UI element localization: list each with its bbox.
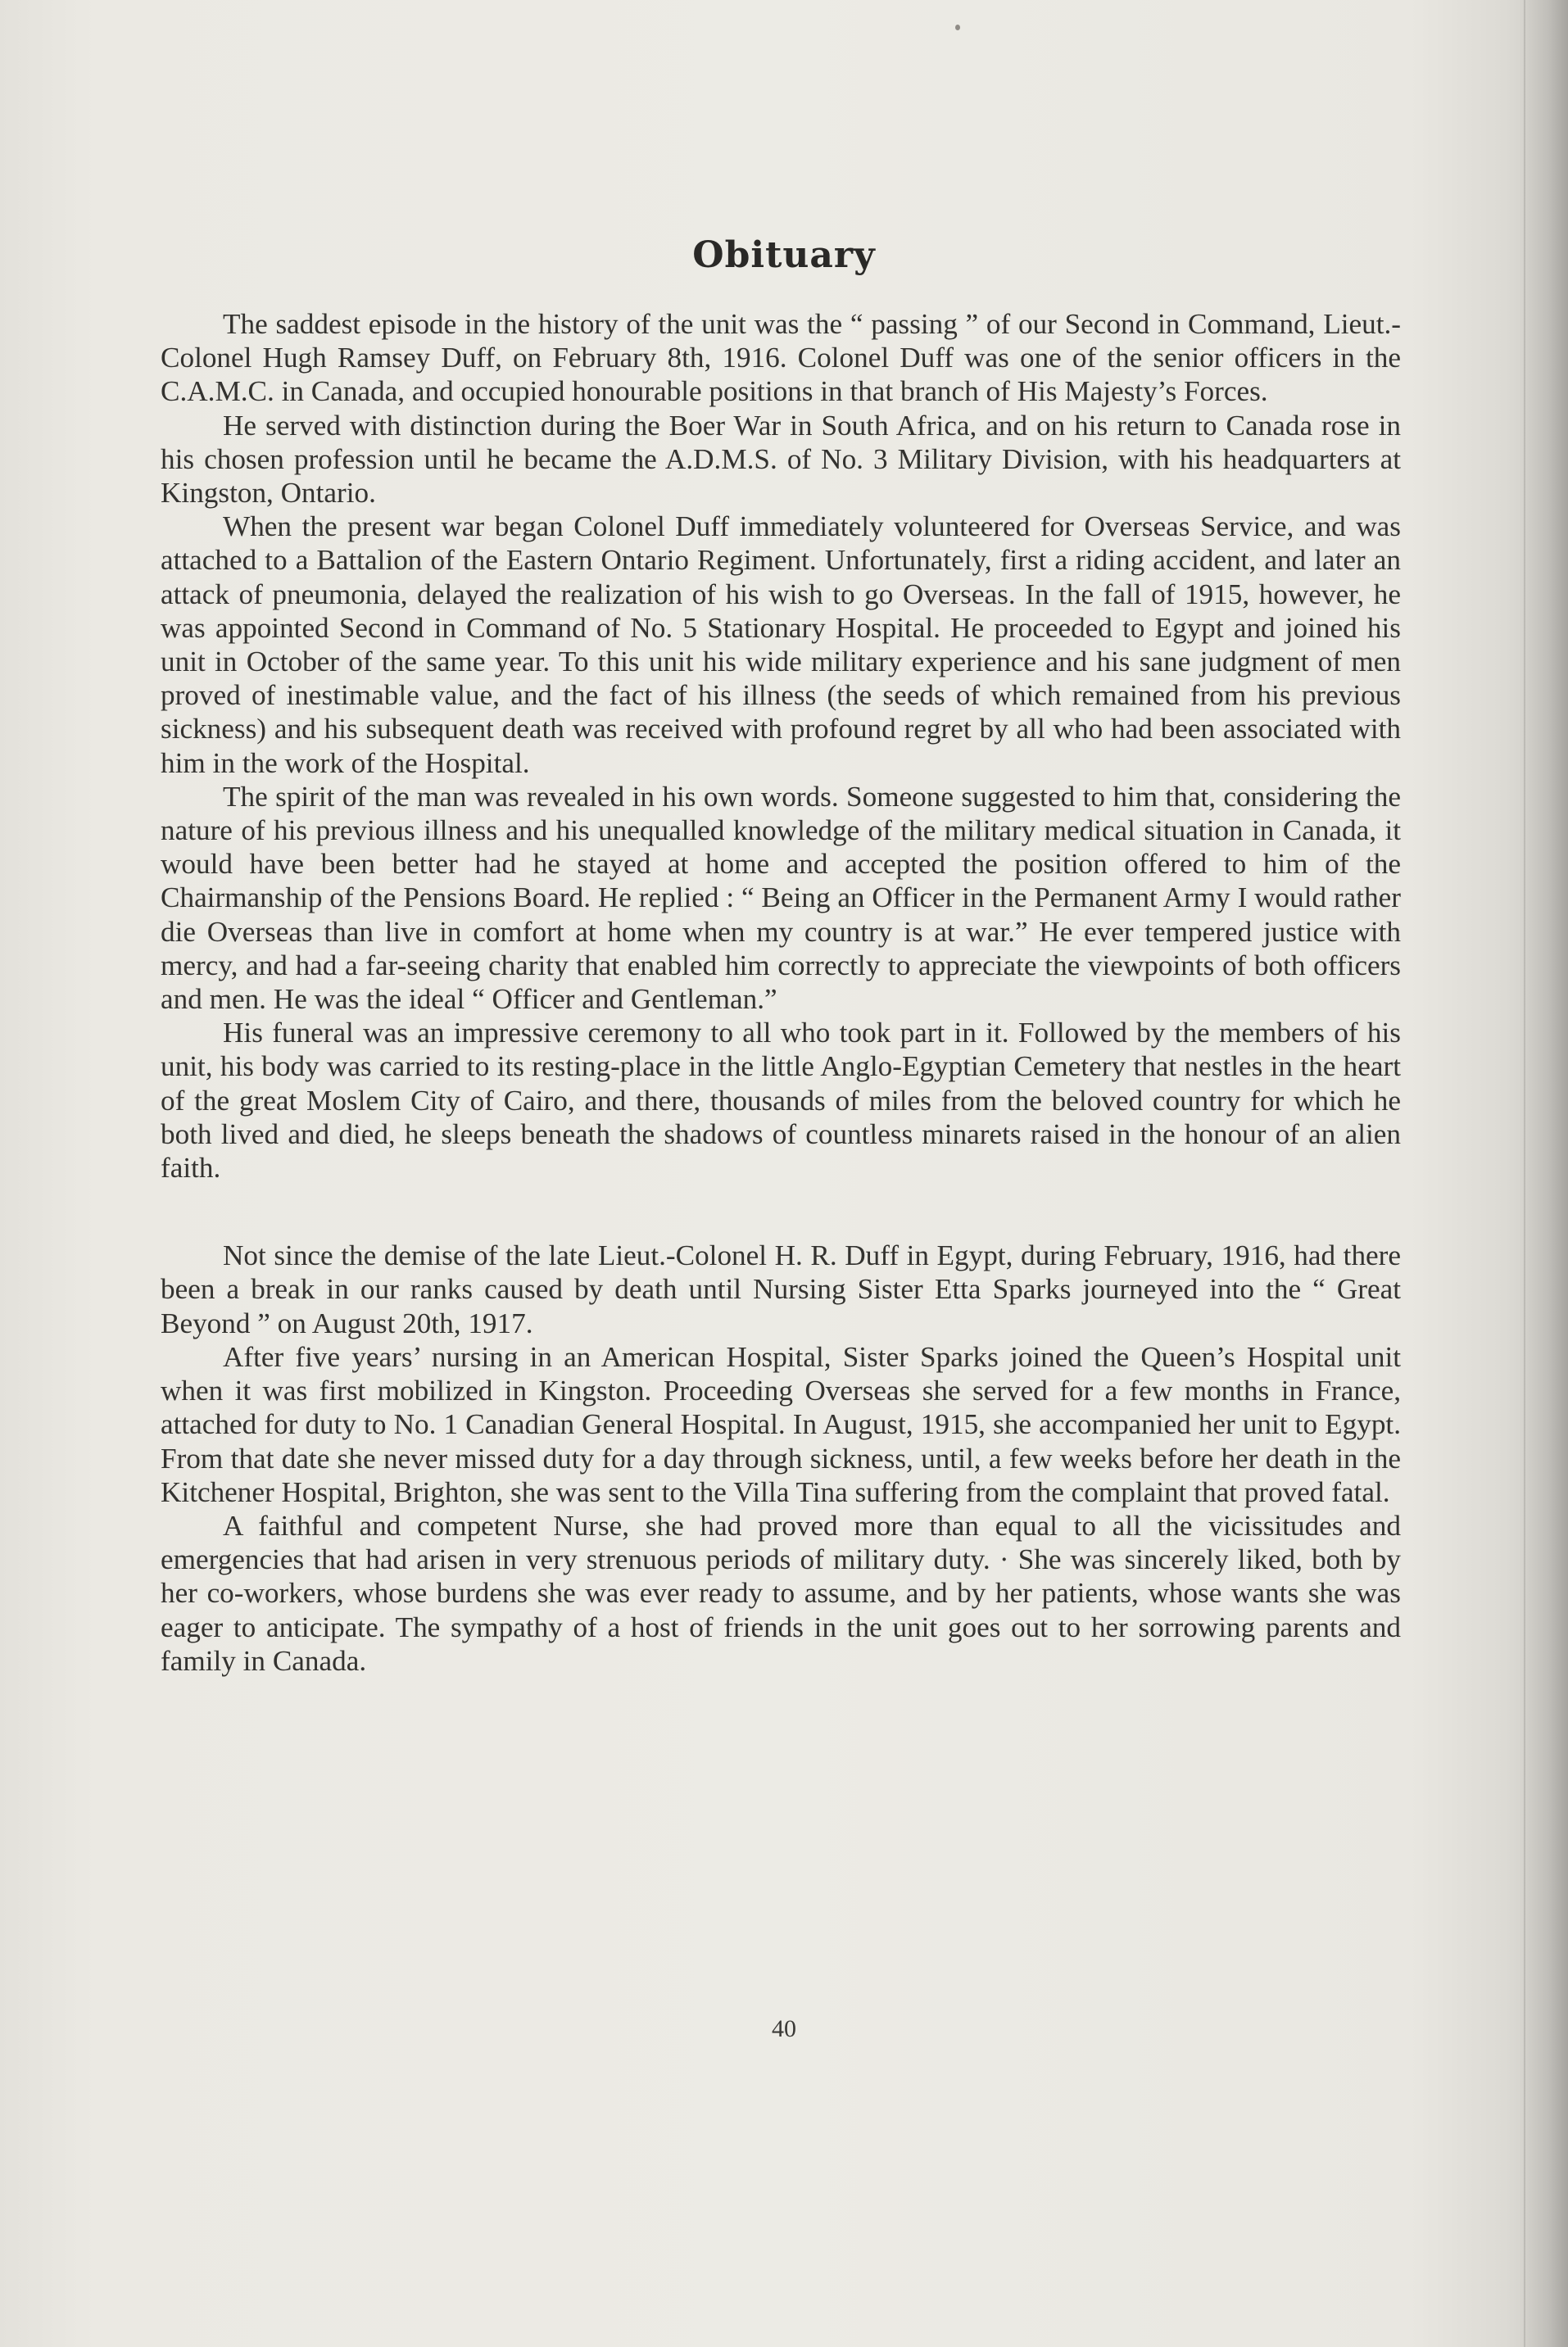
paragraph: When the present war began Colonel Duff immediately volunteered for Overseas Service, and was attached to a Battalion of the Eastern Ontario Regiment. Unfortunately, first a riding accident, and later an attack of pneumonia, delayed the realization of his wish to go Overseas. In the fall of 1915, however, he was appointed Second in Command of No. 5 Stationary Hospital. He proceeded to Egypt and joined his unit in October of the same year. To this unit his wide military experience and his sane judgment of men proved of inestimable value, and the fact of his illness (the seeds of which remained from his previous sickness) and his subsequent death was received with profound regret by all who had been associated with him in the work of the Hospital.	[161, 510, 1401, 779]
paragraph: A faithful and competent Nurse, she had proved more than equal to all the vicissitudes and emergencies that had arisen in very strenuous periods of military duty. · She was sincerely liked, both by her co-workers, whose burdens she was ever ready to assume, and by her patients, whose wants she was eager to anticipate. The sympathy of a host of friends in the unit goes out to her sorrowing parents and family in Canada.	[161, 1509, 1401, 1677]
paper-speck	[955, 25, 960, 30]
paragraph: He served with distinction during the Boer War in South Africa, and on his return to Canada rose in his chosen profession until he became the A.D.M.S. of No. 3 Military Division, with his headquarters at Kingston, Ontario.	[161, 409, 1401, 510]
paragraph: The saddest episode in the history of the unit was the “ passing ” of our Second in Command, Lieut.-Colonel Hugh Ramsey Duff, on February 8th, 1916. Colonel Duff was one of the senior officers in the C.A.M.C. in Canada, and occupied honourable positions in that branch of His Majesty’s Forces.	[161, 308, 1401, 408]
obituary-sparks	[161, 1239, 1401, 1678]
paragraph: Not since the demise of the late Lieut.-Colonel H. R. Duff in Egypt, during February, 1916, had there been a break in our ranks caused by death until Nursing Sister Etta Sparks journeyed into the “ Great Beyond ” on August 20th, 1917.	[161, 1239, 1401, 1339]
page-title: Obituary	[692, 234, 876, 276]
obituary-body	[161, 307, 1401, 1678]
section-gap	[161, 1185, 1401, 1239]
paragraph: After five years’ nursing in an American Hospital, Sister Sparks joined the Queen’s Hospital unit when it was first mobilized in Kingston. Proceeding Overseas she served for a few months in France, attached for duty to No. 1 Canadian General Hospital. In August, 1915, she accompanied her unit to Egypt. From that date she never missed duty for a day through sickness, until, a few weeks before her death in the Kitchener Hospital, Brighton, she was sent to the Villa Tina suffering from the complaint that proved fatal.	[161, 1340, 1401, 1508]
paragraph: The spirit of the man was revealed in his own words. Someone suggested to him that, considering the nature of his previous illness and his unequalled knowledge of the military medical situation in Canada, it would have been better had he stayed at home and accepted the position offered to him of the Chairmanship of the Pensions Board. He replied : “ Being an Officer in the Permanent Army I would rather die Overseas than live in comfort at home when my country is at war.” He ever tempered justice with mercy, and had a far-seeing charity that enabled him correctly to appreciate the viewpoints of both officers and men. He was the ideal “ Officer and Gentleman.”	[161, 780, 1401, 1016]
page-edge-shadow	[1519, 0, 1568, 2347]
page-fold	[1524, 0, 1525, 2347]
page-number: 40	[772, 2015, 796, 2042]
obituary-duff	[161, 307, 1401, 1185]
paragraph: His funeral was an impressive ceremony to all who took part in it. Followed by the members of his unit, his body was carried to its resting-place in the little Anglo-Egyptian Cemetery that nestles in the heart of the great Moslem City of Cairo, and there, thousands of miles from the beloved country for which he both lived and died, he sleeps beneath the shadows of countless minarets raised in the honour of an alien faith.	[161, 1017, 1401, 1185]
